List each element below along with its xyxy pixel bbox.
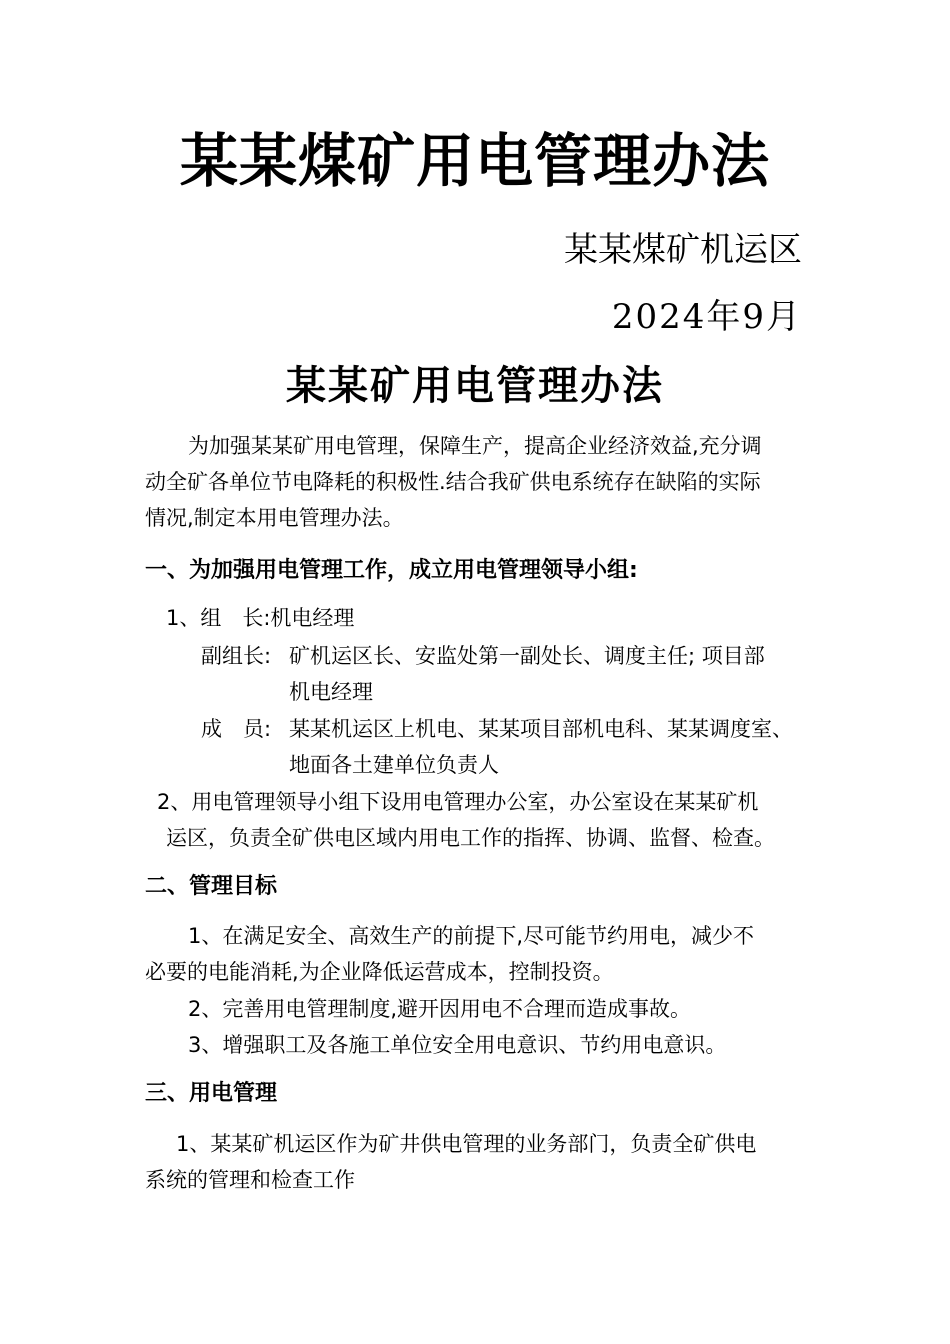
deputy-label: 副组长:: [201, 644, 272, 668]
goal-1-line-1: 1、在满足安全、高效生产的前提下,尽可能节约用电，减少不: [188, 924, 755, 948]
issue-date: 2024年9月: [611, 297, 802, 337]
deputy-line-2: 机电经理: [289, 680, 373, 704]
document-subtitle: 某某矿用电管理办法: [286, 363, 664, 409]
intro-line-1: 为加强某某矿用电管理，保障生产，提高企业经济效益,充分调: [188, 434, 762, 458]
member-line-2: 地面各土建单位负责人: [289, 753, 499, 777]
office-line-2: 运区，负责全矿供电区域内用电工作的指挥、协调、监督、检查。: [166, 826, 775, 850]
leader-line: 1、组 长:机电经理: [166, 606, 355, 630]
intro-line-2: 动全矿各单位节电降耗的积极性.结合我矿供电系统存在缺陷的实际: [145, 470, 761, 494]
management-1-line-2: 系统的管理和检查工作: [145, 1168, 355, 1192]
issuing-organization: 某某煤矿机运区: [564, 230, 802, 270]
document-title: 某某煤矿用电管理办法: [179, 127, 770, 195]
deputy-line-1: 矿机运区长、安监处第一副处长、调度主任; 项目部: [289, 644, 765, 668]
section-1-heading: 一、为加强用电管理工作，成立用电管理领导小组:: [145, 558, 638, 583]
section-2-heading: 二、管理目标: [145, 874, 278, 899]
section-3-heading: 三、用电管理: [145, 1081, 278, 1106]
goal-3: 3、增强职工及各施工单位安全用电意识、节约用电意识。: [188, 1033, 727, 1057]
goal-1-line-2: 必要的电能消耗,为企业降低运营成本，控制投资。: [145, 960, 614, 984]
management-1-line-1: 1、某某矿机运区作为矿井供电管理的业务部门，负责全矿供电: [176, 1132, 757, 1156]
office-line-1: 2、用电管理领导小组下设用电管理办公室，办公室设在某某矿机: [157, 790, 759, 814]
goal-2: 2、完善用电管理制度,避开因用电不合理而造成事故。: [188, 997, 692, 1021]
intro-line-3: 情况,制定本用电管理办法。: [145, 506, 404, 530]
member-line-1: 某某机运区上机电、某某项目部机电科、某某调度室、: [289, 717, 793, 741]
member-label: 成 员:: [201, 717, 272, 741]
